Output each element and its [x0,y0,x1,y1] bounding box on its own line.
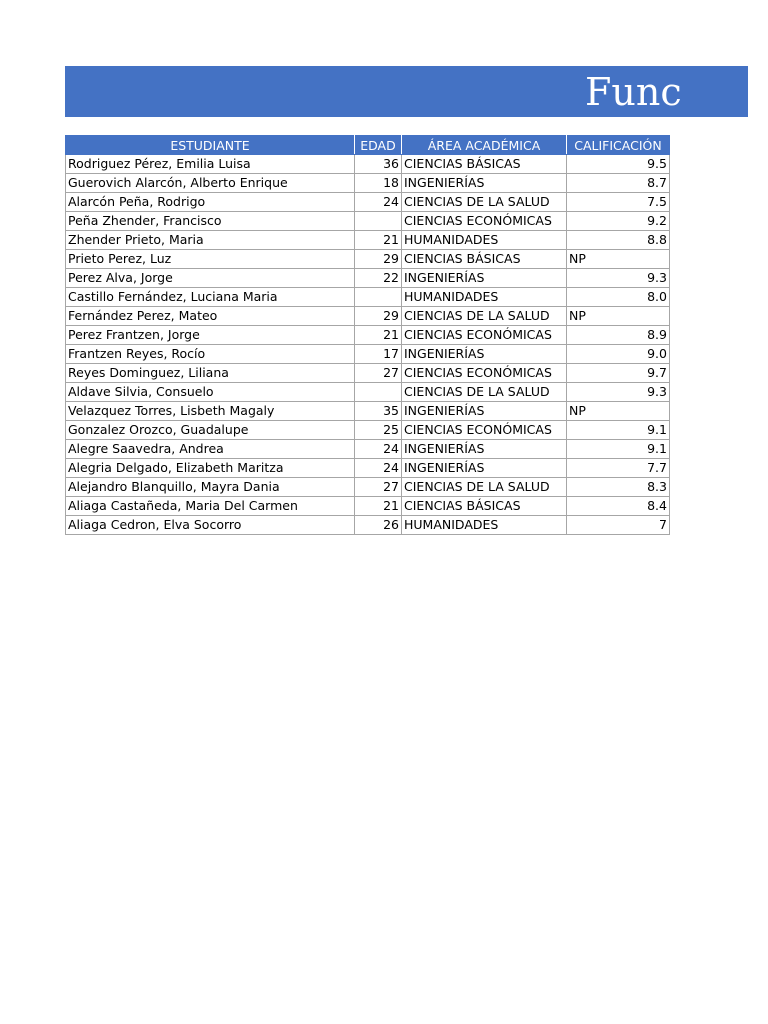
table-row [66,250,670,269]
cell-student[interactable]: Fernández Perez, Mateo [66,307,355,326]
table-row [66,478,670,497]
cell-grade[interactable]: 8.7 [567,174,670,193]
cell-student[interactable]: Castillo Fernández, Luciana Maria [66,288,355,307]
cell-student[interactable]: Alegria Delgado, Elizabeth Maritza [66,459,355,478]
cell-student[interactable]: Aliaga Castañeda, Maria Del Carmen [66,497,355,516]
cell-area[interactable]: HUMANIDADES [402,231,567,250]
cell-age[interactable]: 18 [355,174,402,193]
cell-grade[interactable]: 9.3 [567,383,670,402]
cell-age[interactable]: 25 [355,421,402,440]
table-body [66,155,670,535]
cell-area[interactable]: CIENCIAS DE LA SALUD [402,307,567,326]
cell-grade[interactable]: 9.2 [567,212,670,231]
table-row [66,459,670,478]
cell-area[interactable]: INGENIERÍAS [402,459,567,478]
cell-student[interactable]: Aldave Silvia, Consuelo [66,383,355,402]
column-header-grade[interactable]: CALIFICACIÓN [567,136,670,155]
cell-age[interactable] [355,288,402,307]
cell-age[interactable]: 29 [355,250,402,269]
cell-student[interactable]: Prieto Perez, Luz [66,250,355,269]
cell-grade[interactable]: NP [567,402,670,421]
table-row [66,193,670,212]
cell-area[interactable]: CIENCIAS ECONÓMICAS [402,364,567,383]
table-row [66,440,670,459]
cell-grade[interactable]: NP [567,250,670,269]
cell-student[interactable]: Frantzen Reyes, Rocío [66,345,355,364]
cell-grade[interactable]: 7.5 [567,193,670,212]
table-row [66,326,670,345]
cell-student[interactable]: Velazquez Torres, Lisbeth Magaly [66,402,355,421]
cell-age[interactable]: 21 [355,231,402,250]
grades-table [65,135,670,535]
cell-area[interactable]: CIENCIAS ECONÓMICAS [402,212,567,231]
cell-grade[interactable]: NP [567,307,670,326]
cell-age[interactable]: 26 [355,516,402,535]
table-row [66,383,670,402]
cell-student[interactable]: Alegre Saavedra, Andrea [66,440,355,459]
column-header-age[interactable]: EDAD [355,136,402,155]
title-clip [65,66,682,117]
column-header-student[interactable]: ESTUDIANTE [66,136,355,155]
table-row [66,516,670,535]
cell-grade[interactable]: 7.7 [567,459,670,478]
cell-grade[interactable]: 9.5 [567,155,670,174]
cell-grade[interactable]: 9.1 [567,421,670,440]
cell-student[interactable]: Gonzalez Orozco, Guadalupe [66,421,355,440]
cell-age[interactable]: 35 [355,402,402,421]
cell-area[interactable]: CIENCIAS BÁSICAS [402,497,567,516]
cell-student[interactable]: Perez Alva, Jorge [66,269,355,288]
cell-area[interactable]: INGENIERÍAS [402,345,567,364]
cell-area[interactable]: CIENCIAS BÁSICAS [402,155,567,174]
cell-area[interactable]: HUMANIDADES [402,288,567,307]
header-row [66,136,670,155]
cell-area[interactable]: CIENCIAS DE LA SALUD [402,193,567,212]
cell-area[interactable]: CIENCIAS DE LA SALUD [402,383,567,402]
table-row [66,288,670,307]
cell-student[interactable]: Alarcón Peña, Rodrigo [66,193,355,212]
cell-age[interactable]: 36 [355,155,402,174]
cell-age[interactable] [355,383,402,402]
cell-age[interactable]: 22 [355,269,402,288]
cell-age[interactable]: 24 [355,193,402,212]
table-row [66,307,670,326]
cell-area[interactable]: INGENIERÍAS [402,174,567,193]
page-title: Func [585,70,682,114]
cell-age[interactable]: 27 [355,478,402,497]
cell-age[interactable]: 29 [355,307,402,326]
cell-grade[interactable]: 8.0 [567,288,670,307]
table-row [66,421,670,440]
cell-grade[interactable]: 8.8 [567,231,670,250]
cell-age[interactable]: 21 [355,326,402,345]
cell-grade[interactable]: 9.1 [567,440,670,459]
cell-student[interactable]: Aliaga Cedron, Elva Socorro [66,516,355,535]
cell-student[interactable]: Guerovich Alarcón, Alberto Enrique [66,174,355,193]
cell-area[interactable]: CIENCIAS BÁSICAS [402,250,567,269]
table-row [66,269,670,288]
cell-area[interactable]: INGENIERÍAS [402,269,567,288]
cell-grade[interactable]: 9.3 [567,269,670,288]
cell-area[interactable]: CIENCIAS DE LA SALUD [402,478,567,497]
cell-student[interactable]: Zhender Prieto, Maria [66,231,355,250]
cell-grade[interactable]: 8.4 [567,497,670,516]
cell-area[interactable]: INGENIERÍAS [402,402,567,421]
cell-student[interactable]: Rodriguez Pérez, Emilia Luisa [66,155,355,174]
cell-grade[interactable]: 9.7 [567,364,670,383]
cell-age[interactable]: 24 [355,459,402,478]
cell-student[interactable]: Peña Zhender, Francisco [66,212,355,231]
cell-area[interactable]: CIENCIAS ECONÓMICAS [402,326,567,345]
table-row [66,231,670,250]
table-row [66,212,670,231]
cell-grade[interactable]: 7 [567,516,670,535]
table-row [66,402,670,421]
cell-age[interactable]: 27 [355,364,402,383]
cell-student[interactable]: Reyes Dominguez, Liliana [66,364,355,383]
table-row [66,174,670,193]
table-row [66,155,670,174]
table-row [66,345,670,364]
cell-age[interactable] [355,212,402,231]
cell-area[interactable]: HUMANIDADES [402,516,567,535]
cell-grade[interactable]: 8.3 [567,478,670,497]
title-banner [65,66,748,117]
cell-age[interactable]: 24 [355,440,402,459]
table-row [66,497,670,516]
cell-age[interactable]: 17 [355,345,402,364]
cell-grade[interactable]: 9.0 [567,345,670,364]
column-header-area[interactable]: ÁREA ACADÉMICA [402,136,567,155]
cell-area[interactable]: INGENIERÍAS [402,440,567,459]
cell-student[interactable]: Alejandro Blanquillo, Mayra Dania [66,478,355,497]
cell-grade[interactable]: 8.9 [567,326,670,345]
table-row [66,364,670,383]
cell-area[interactable]: CIENCIAS ECONÓMICAS [402,421,567,440]
cell-student[interactable]: Perez Frantzen, Jorge [66,326,355,345]
cell-age[interactable]: 21 [355,497,402,516]
